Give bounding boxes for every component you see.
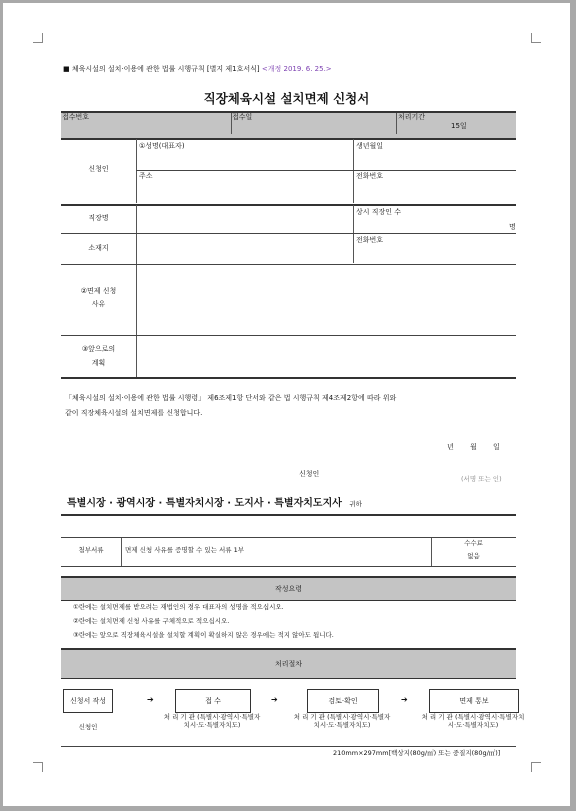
future-plan-label: ③앞으로의 계획 — [81, 345, 116, 367]
processing-period-value: 15일 — [451, 122, 467, 130]
procedure-actor-3: 처 리 기 관 (특별시·광역시·특별자치시·도·특별자치도) — [293, 713, 391, 729]
procedure-actor-2: 처 리 기 관 (특별시·광역시·특별자치시·도·특별자치도) — [163, 713, 261, 729]
guide-header: 작성요령 — [61, 576, 516, 601]
declaration-line-2: 같이 직장체육시설의 설치면제를 신청합니다. — [65, 409, 203, 417]
workplace-location-label: 소재지 — [88, 244, 109, 252]
workplace-name-label: 직장명 — [88, 214, 109, 222]
processing-period-label: 처리기간 — [398, 113, 426, 121]
attachment-label: 첨부서류 — [78, 546, 104, 554]
date-line: 년 월 일 — [447, 443, 500, 451]
attachment-item: 면제 신청 사유를 증명할 수 있는 서류 1부 — [125, 546, 245, 554]
procedure-step-4: 면제 통보 — [429, 689, 519, 713]
signature-hint: (서명 또는 인) — [461, 475, 502, 483]
square-bullet-icon: ■ — [63, 65, 70, 73]
procedure-actor-4: 처 리 기 관 (특별시·광역시·특별자치시·도·특별자치도) — [421, 713, 525, 729]
guide-item-2: ②란에는 설치면제 신청 사유를 구체적으로 적으십시오. — [73, 617, 230, 625]
receipt-bar — [61, 111, 516, 140]
arrow-right-icon: ➔ — [401, 695, 408, 704]
form-reference-line: ■ 체육시설의 설치·이용에 관한 법률 시행규칙 [별지 제1호서식] <개정 2019. 6. 25.> — [63, 65, 332, 73]
applicant-label: 신청인 — [88, 165, 109, 173]
workplace-phone-label: 전화번호 — [356, 236, 384, 244]
document-page — [3, 3, 570, 806]
address-field-label: 주소 — [139, 172, 153, 180]
birthdate-field-label: 생년월일 — [356, 142, 384, 150]
crop-mark — [531, 762, 541, 772]
form-title: 직장체육시설 설치면제 신청서 — [203, 91, 370, 106]
fee-label: 수수료 — [464, 539, 483, 547]
fee-value: 없음 — [467, 552, 480, 560]
arrow-right-icon: ➔ — [147, 695, 154, 704]
procedure-header: 처리절차 — [61, 648, 516, 679]
procedure-step-3: 검토·확인 — [307, 689, 379, 713]
crop-mark — [33, 33, 43, 43]
name-field-label: ①성명(대표자) — [139, 142, 185, 150]
guide-item-1: ①란에는 설치면제를 받으려는 재법인의 경우 대표자의 성명을 적으십시오. — [73, 603, 284, 611]
procedure-step-2: 접 수 — [175, 689, 251, 713]
crop-mark — [531, 33, 541, 43]
employee-count-unit: 명 — [509, 223, 516, 231]
declaration-line-1: 「체육시설의 설치·이용에 관한 법률 시행령」 제6조제1항 단서와 같은 법 시행규칙 제4조제2항에 따라 위와 — [65, 394, 397, 402]
arrow-right-icon: ➔ — [271, 695, 278, 704]
addressee: 특별시장 · 광역시장 · 특별자치시장 · 도지사 · 특별자치도지사 귀하 — [67, 498, 362, 509]
crop-mark — [33, 762, 43, 772]
procedure-step-1: 신청서 작성 — [63, 689, 113, 713]
guide-item-3: ③란에는 앞으로 직장체육시설을 설치할 계획이 확실하지 않은 경우에는 적지 않아도 됩니다. — [73, 631, 334, 639]
receipt-number-label: 접수번호 — [62, 113, 90, 121]
procedure-actor-1: 신청인 — [78, 723, 98, 731]
applicant-sign-label: 신청인 — [299, 470, 320, 478]
paper-spec: 210mm×297mm[백상지(80g/㎡) 또는 중질지(80g/㎡)] — [333, 749, 501, 757]
receipt-date-label: 접수일 — [232, 113, 253, 121]
employee-count-label: 상시 직장인 수 — [356, 208, 402, 216]
exemption-reason-label: ②면제 신청 사유 — [80, 287, 117, 308]
phone-field-label: 전화번호 — [356, 172, 384, 180]
